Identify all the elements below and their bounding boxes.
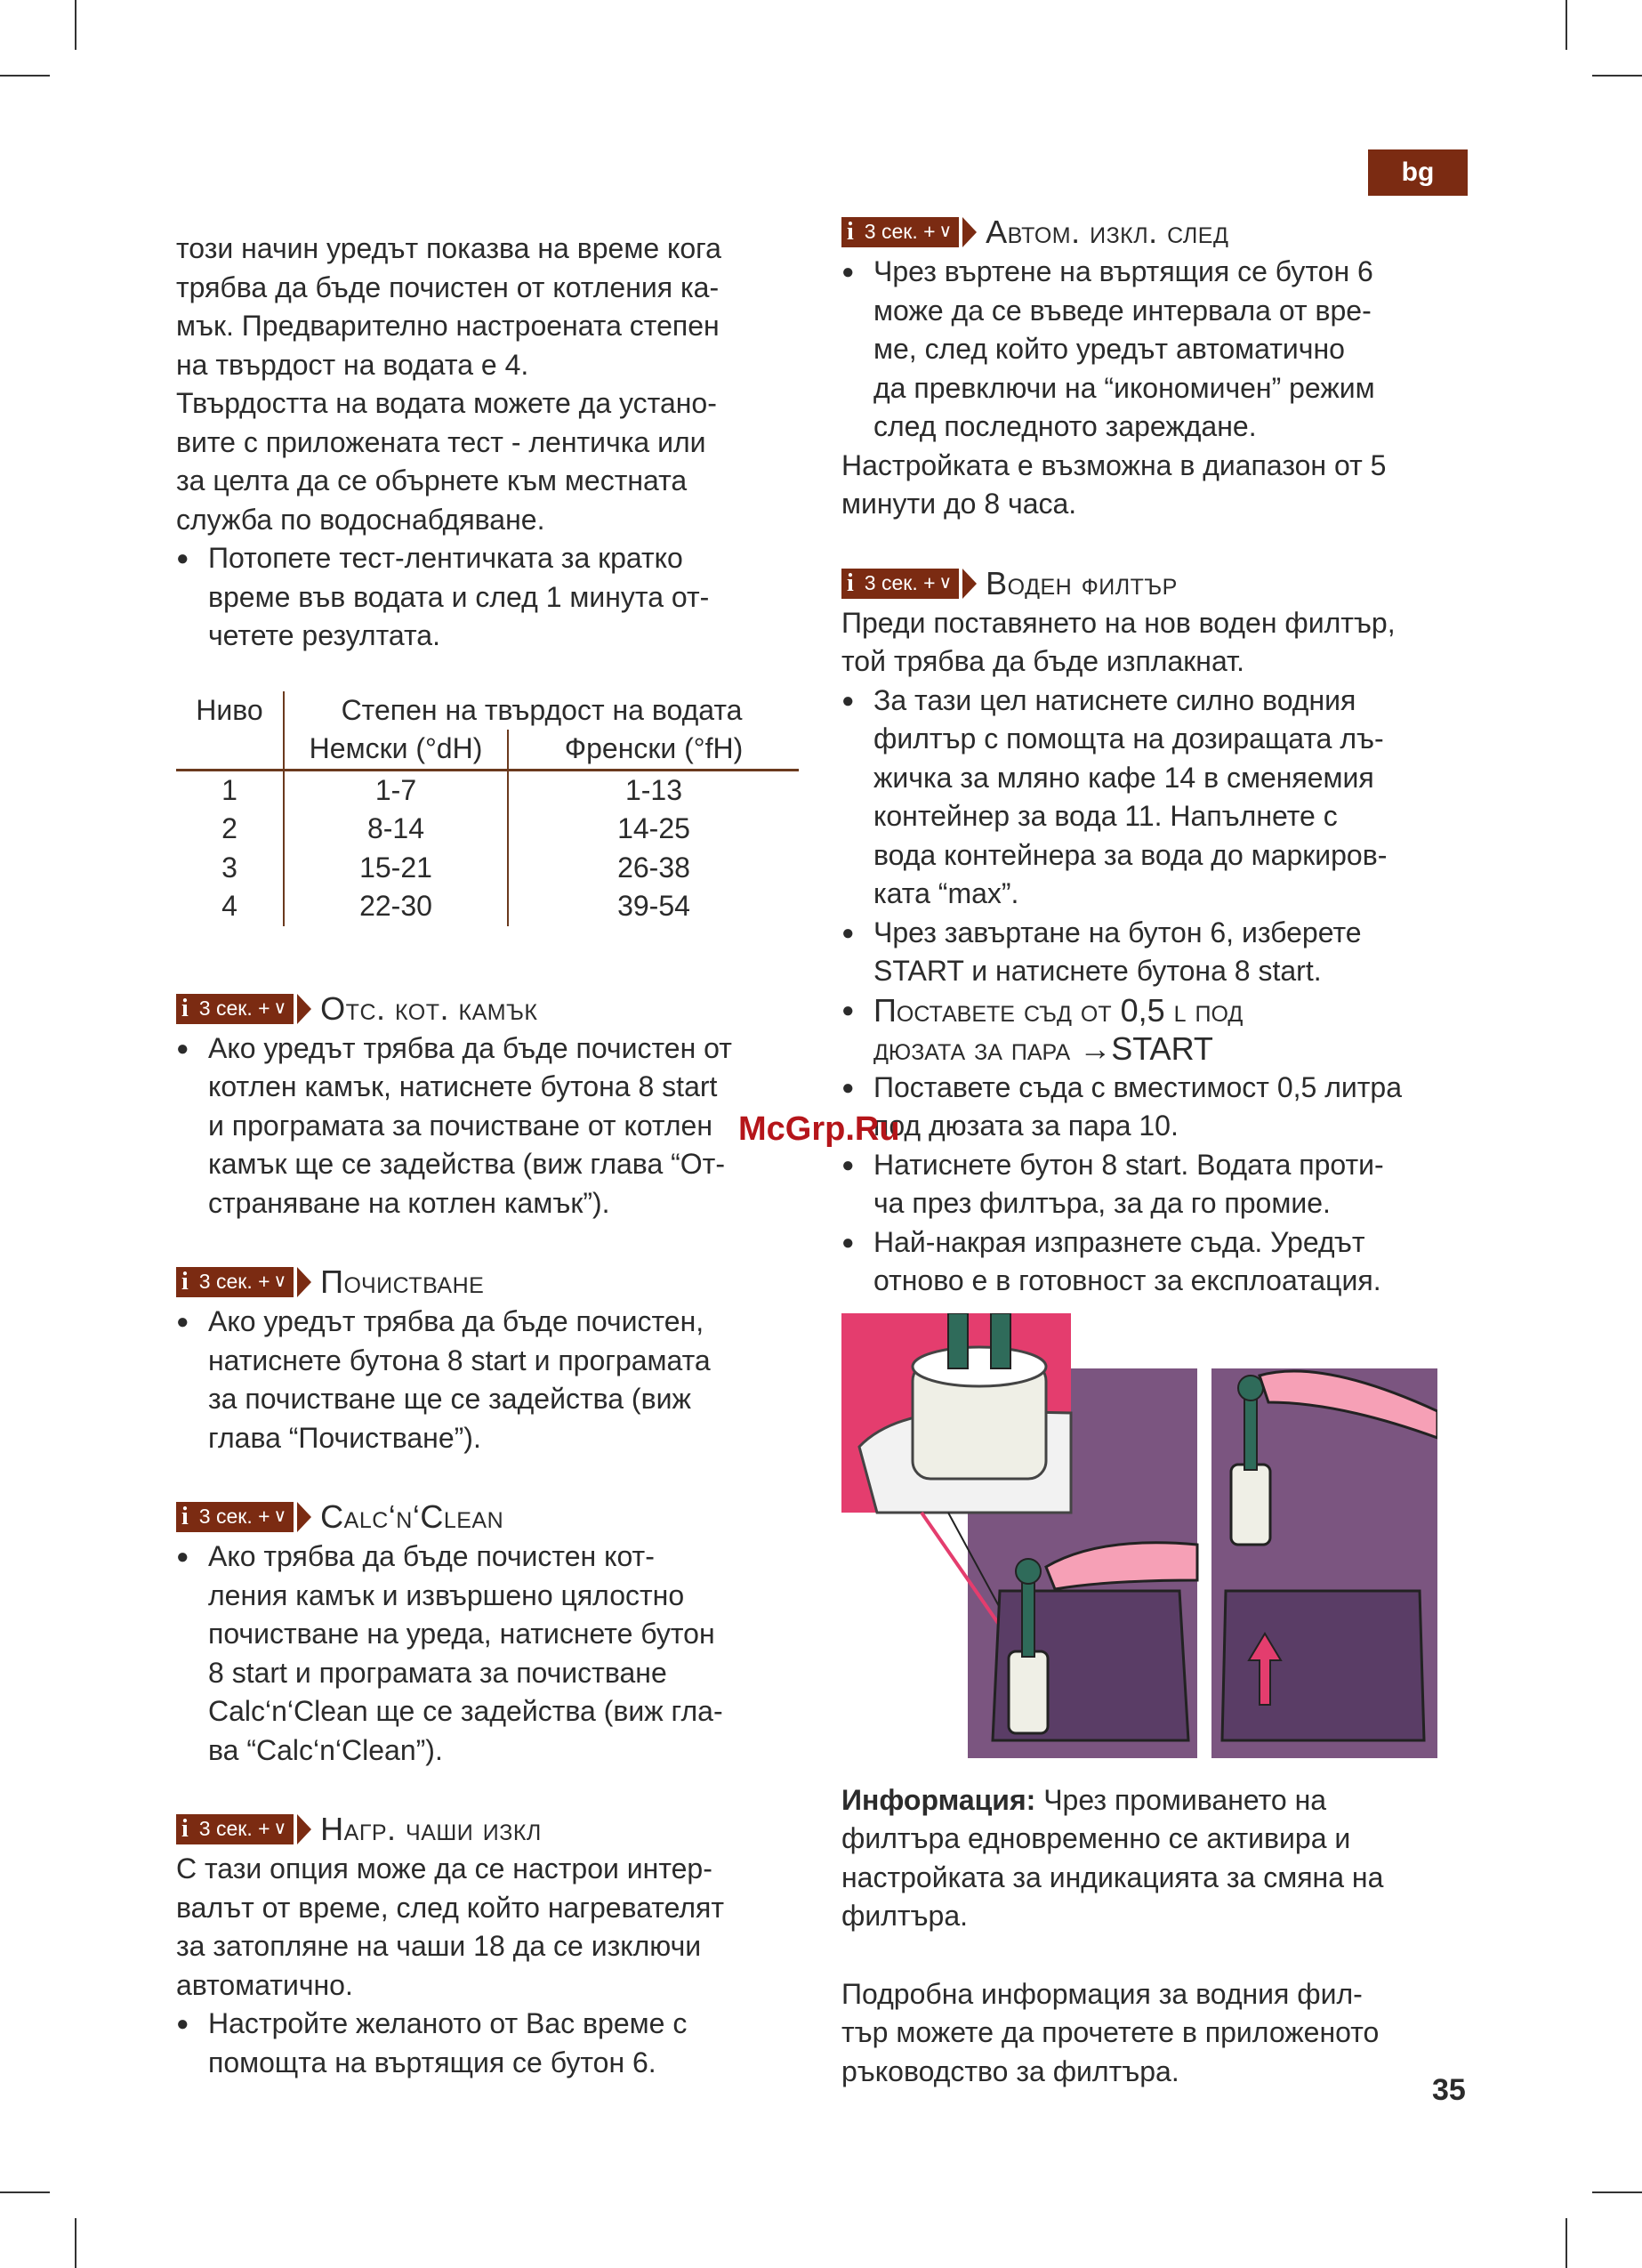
- water-tank-right: [1222, 1591, 1424, 1740]
- hardness-test-paragraph: Твърдостта на водата можете да устано- вите с приложената тест - лентичка или за целта да се обърнете към местната служба по водоснабдяване.: [176, 387, 717, 536]
- table-row: 1 1-7 1-13: [176, 770, 799, 810]
- menu-tag: i 3 сек. + ∨: [841, 569, 959, 599]
- info-icon: i: [181, 994, 189, 1022]
- filter-bullet-start: ● Чрез завъртане на бутон 6, изберете START и натиснете бутона 8 start.: [841, 914, 1473, 991]
- section-heading-calc-n-clean: i 3 сек. + ∨ Calc‘n‘Clean: [176, 1497, 799, 1538]
- menu-tag: i 3 сек. + ∨: [176, 1814, 294, 1844]
- cleaning-bullet: ● Ако уредът трябва да бъде почистен, натиснете бутона 8 start и програмата за почистване ще се задейства (виж глава “Почистване”).: [176, 1303, 799, 1457]
- right-column: [841, 214, 1473, 2091]
- table-header-french: Френски (°fH): [508, 730, 799, 770]
- filter-bullet-insert: ● За тази цел натиснете силно водния филтър с помощта на дозиращата лъ- жичка за мляно кафе 14 в сменяемия контейнер за вода 11. Напълнете с вода контейнера за вода до маркиров- ката “max”.: [841, 682, 1473, 914]
- test-strip-bullet: ● Потопете тест-лентичката за кратко време във водата и след 1 минута от- четете резултата.: [176, 539, 799, 656]
- crop-mark: [75, 0, 76, 50]
- info-paragraph: Информация: Чрез промиването на филтъра едновременно се активира и настройката за индикацията за смяна на филтъра.: [841, 1783, 1384, 1932]
- table-row: 4 22-30 39-54: [176, 887, 799, 926]
- filter-illustration-svg: [841, 1313, 1437, 1776]
- auto-off-range: Настройката е възможна в диапазон от 5 минути до 8 часа.: [841, 448, 1387, 520]
- filter-bullet-empty: ● Най-накрая изпразнете съда. Уредът отново е в готовност за експлоатация.: [841, 1223, 1473, 1301]
- language-badge: bg: [1368, 149, 1468, 196]
- auto-off-bullet: ● Чрез въртене на въртящия се бутон 6 може да се въведе интервала от вре- ме, след който уредът автоматично да превключи на “икономичен” режим след последното зареждане.: [841, 253, 1473, 447]
- crop-mark: [1566, 2218, 1567, 2268]
- chevron-down-icon: ∨: [938, 222, 953, 242]
- crop-mark: [75, 2218, 76, 2268]
- section-heading-water-filter: i 3 сек. + ∨ Воден филтър: [841, 563, 1473, 604]
- chevron-down-icon: ∨: [938, 572, 953, 593]
- arrow-right-icon: [297, 994, 311, 1024]
- left-column: [176, 230, 799, 2082]
- chevron-down-icon: ∨: [273, 1271, 287, 1292]
- crop-mark: [1592, 2191, 1642, 2193]
- table-header-level: Ниво: [196, 693, 263, 726]
- filter-right: [1231, 1465, 1270, 1545]
- arrow-right-icon: [297, 1502, 311, 1532]
- section-heading-cleaning: i 3 сек. + ∨ Почистване: [176, 1262, 799, 1303]
- info-icon: i: [181, 1815, 189, 1844]
- filter-bullet-display: ● Поставете съд от 0,5 l под дюзата за пара →START: [841, 991, 1473, 1069]
- filter-intro: Преди поставянето на нов воден филтър, той трябва да бъде изплакнат.: [841, 606, 1396, 677]
- info-label: Информация:: [841, 1783, 1036, 1816]
- menu-tag: i 3 сек. + ∨: [176, 1502, 294, 1532]
- table-row: 3 15-21 26-38: [176, 849, 799, 888]
- cup-heater-bullet: ● Настройте желаното от Вас време с помощта на въртящия се бутон 6.: [176, 2005, 799, 2082]
- table-header-hardness: Степен на твърдост на водата: [284, 691, 799, 730]
- filter-bullet-vessel: ● Поставете съда с вместимост 0,5 литра под дюзата за пара 10.: [841, 1069, 1473, 1146]
- hardness-table: [176, 691, 799, 926]
- scoop-handle-right: [991, 1313, 1010, 1368]
- crop-mark: [1566, 0, 1567, 50]
- cup-heater-paragraph: С тази опция може да се настрои интер- валът от време, след който нагревателят за затопляне на чаши 18 да се изключи автоматично.: [176, 1852, 724, 2001]
- table-header-german: Немски (°dH): [284, 730, 508, 770]
- section-heading-cup-heater: i 3 сек. + ∨ Нагр. чаши изкл: [176, 1809, 799, 1850]
- scoop-handle-left: [948, 1313, 968, 1368]
- info-icon: i: [847, 218, 854, 246]
- filter-left: [1009, 1651, 1048, 1733]
- arrow-right-icon: [962, 569, 977, 599]
- info-icon: i: [181, 1268, 189, 1296]
- info-icon: i: [181, 1503, 189, 1531]
- section-heading-decalcify: i 3 сек. + ∨ Отс. кот. камък: [176, 989, 799, 1029]
- crop-mark: [0, 2191, 50, 2193]
- arrow-right-icon: [297, 1267, 311, 1297]
- filter-bullet-press-start: ● Натиснете бутон 8 start. Водата проти- ча през филтъра, за да го промие.: [841, 1146, 1473, 1223]
- crop-mark: [1592, 75, 1642, 77]
- section-heading-auto-off: i 3 сек. + ∨ Автом. изкл. след: [841, 212, 1473, 253]
- menu-tag: i 3 сек. + ∨: [841, 217, 959, 247]
- chevron-down-icon: ∨: [273, 997, 287, 1018]
- chevron-down-icon: ∨: [273, 1506, 287, 1527]
- info-icon: i: [847, 569, 854, 597]
- intro-paragraph: този начин уредът показва на време кога трябва да бъде почистен от котления ка- мък. Предварително настроената степен на твърдост на водата е 4.: [176, 232, 721, 381]
- menu-tag: i 3 сек. + ∨: [176, 1267, 294, 1297]
- crop-mark: [0, 75, 50, 77]
- chevron-down-icon: ∨: [273, 1819, 287, 1839]
- arrow-right-icon: [297, 1814, 311, 1844]
- table-row: 2 8-14 14-25: [176, 810, 799, 849]
- page-number: 35: [1432, 2073, 1466, 2107]
- filter-illustration: [841, 1313, 1437, 1776]
- filter-manual-paragraph: Подробна информация за водния фил- тър можете да прочетете в приложеното ръководство за филтъра.: [841, 1977, 1380, 2087]
- calc-n-clean-bullet: ● Ако трябва да бъде почистен кот- ления камък и извършено цялостно почистване на уреда, натиснете бутон 8 start и програмата за почистване Calc‘n‘Clean ще се задейства (виж гла- ва “Calc‘n‘Clean”).: [176, 1538, 799, 1770]
- watermark: McGrp.Ru: [738, 1110, 900, 1148]
- arrow-right-icon: [962, 217, 977, 247]
- decalcify-bullet: ● Ако уредът трябва да бъде почистен от котлен камък, натиснете бутона 8 start и програмата за почистване от котлен камък ще се задейства (виж глава “От- страняване на котлен камък”).: [176, 1029, 799, 1223]
- menu-tag: i 3 сек. + ∨: [176, 994, 294, 1024]
